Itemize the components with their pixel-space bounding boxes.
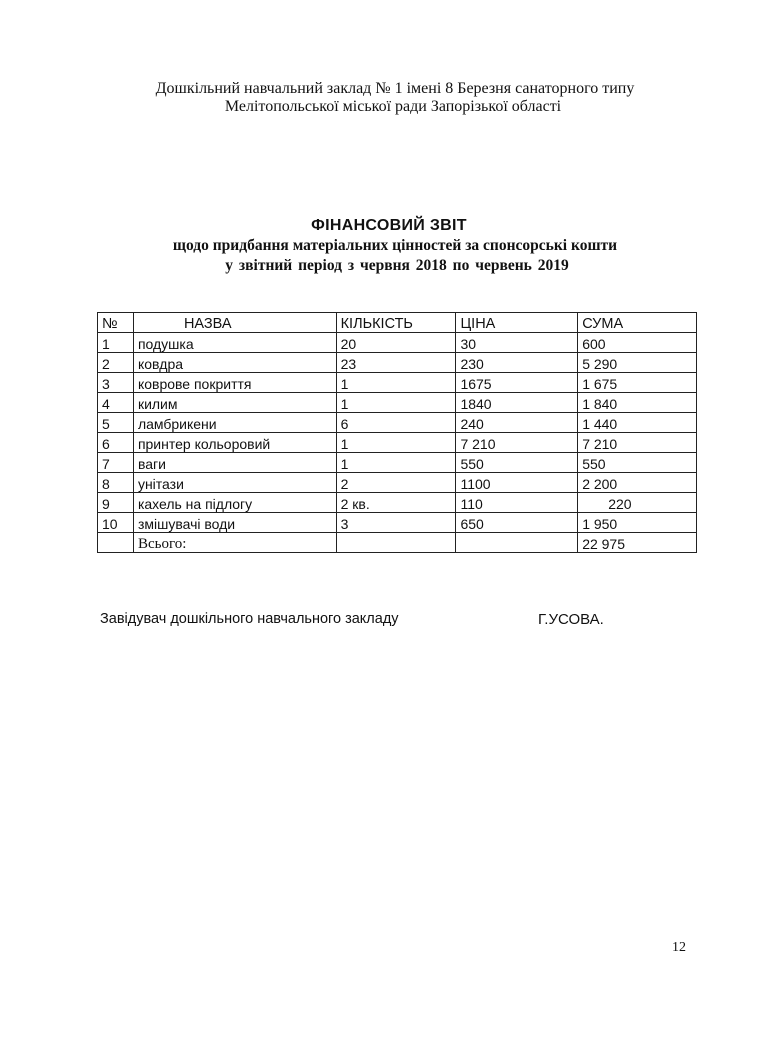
cell-sum: 5 290 — [578, 353, 697, 373]
cell-name: кахель на підлогу — [133, 493, 336, 513]
cell-number: 8 — [98, 473, 134, 493]
report-title: ФІНАНСОВИЙ ЗВІТ — [311, 217, 467, 234]
cell-name: принтер кольоровий — [133, 433, 336, 453]
cell-empty — [98, 533, 134, 553]
cell-empty — [456, 533, 578, 553]
cell-number: 3 — [98, 373, 134, 393]
cell-price: 110 — [456, 493, 578, 513]
cell-quantity: 20 — [336, 333, 456, 353]
cell-quantity: 2 — [336, 473, 456, 493]
cell-number: 5 — [98, 413, 134, 433]
cell-quantity: 1 — [336, 453, 456, 473]
cell-quantity: 6 — [336, 413, 456, 433]
cell-number: 2 — [98, 353, 134, 373]
cell-price: 650 — [456, 513, 578, 533]
table-row — [98, 413, 697, 433]
cell-price: 30 — [456, 333, 578, 353]
report-subtitle: щодо придбання матеріальних цінностей за спонсорські кошти — [172, 237, 618, 254]
total-label: Всього: — [133, 533, 336, 553]
cell-sum: 7 210 — [578, 433, 697, 453]
cell-sum: 600 — [578, 333, 697, 353]
table-row — [98, 333, 697, 353]
table-row — [98, 493, 697, 513]
cell-number: 6 — [98, 433, 134, 453]
cell-name: змішувачі води — [133, 513, 336, 533]
cell-name: ламбрикени — [133, 413, 336, 433]
cell-empty — [336, 533, 456, 553]
cell-quantity: 1 — [336, 433, 456, 453]
cell-quantity: 3 — [336, 513, 456, 533]
table-row — [98, 433, 697, 453]
header-sum: СУМА — [578, 313, 697, 333]
expenses-table — [97, 312, 697, 553]
table-row — [98, 393, 697, 413]
table-row — [98, 453, 697, 473]
cell-name: ковдра — [133, 353, 336, 373]
cell-name: килим — [133, 393, 336, 413]
cell-price: 1675 — [456, 373, 578, 393]
cell-quantity: 2 кв. — [336, 493, 456, 513]
document-header — [0, 80, 766, 116]
total-sum: 22 975 — [578, 533, 697, 553]
cell-sum: 1 675 — [578, 373, 697, 393]
cell-name: коврове покриття — [133, 373, 336, 393]
table-row — [98, 353, 697, 373]
cell-price: 1100 — [456, 473, 578, 493]
table-header-row — [98, 313, 697, 333]
cell-quantity: 1 — [336, 393, 456, 413]
cell-price: 230 — [456, 353, 578, 373]
cell-number: 10 — [98, 513, 134, 533]
signer-name: Г.УСОВА. — [538, 611, 604, 628]
cell-number: 1 — [98, 333, 134, 353]
cell-quantity: 1 — [336, 373, 456, 393]
cell-sum: 1 840 — [578, 393, 697, 413]
institution-name: Дошкільний навчальний заклад № 1 імені 8 Березня санаторного типу — [155, 80, 635, 97]
table-row — [98, 473, 697, 493]
cell-quantity: 23 — [336, 353, 456, 373]
table-total-row — [98, 533, 697, 553]
institution-authority: Мелітопольської міської ради Запорізької області — [224, 98, 562, 115]
header-price: ЦІНА — [456, 313, 578, 333]
cell-sum: 2 200 — [578, 473, 697, 493]
cell-sum: 220 — [578, 493, 697, 513]
signature-position: Завідувач дошкільного навчального закладу — [100, 611, 399, 627]
cell-price: 7 210 — [456, 433, 578, 453]
cell-number: 7 — [98, 453, 134, 473]
cell-price: 550 — [456, 453, 578, 473]
cell-sum: 1 950 — [578, 513, 697, 533]
cell-price: 1840 — [456, 393, 578, 413]
table-row — [98, 513, 697, 533]
cell-number: 4 — [98, 393, 134, 413]
table-row — [98, 373, 697, 393]
header-number: № — [98, 313, 134, 333]
cell-sum: 550 — [578, 453, 697, 473]
cell-sum: 1 440 — [578, 413, 697, 433]
cell-name: подушка — [133, 333, 336, 353]
cell-name: ваги — [133, 453, 336, 473]
header-name: НАЗВА — [133, 313, 336, 333]
cell-number: 9 — [98, 493, 134, 513]
cell-name: унітази — [133, 473, 336, 493]
report-title-block — [0, 216, 766, 276]
page-number: 12 — [672, 940, 686, 955]
header-quantity: КІЛЬКІСТЬ — [336, 313, 456, 333]
report-period: у звітний період з червня 2018 по червень 2019 — [225, 257, 569, 274]
cell-price: 240 — [456, 413, 578, 433]
